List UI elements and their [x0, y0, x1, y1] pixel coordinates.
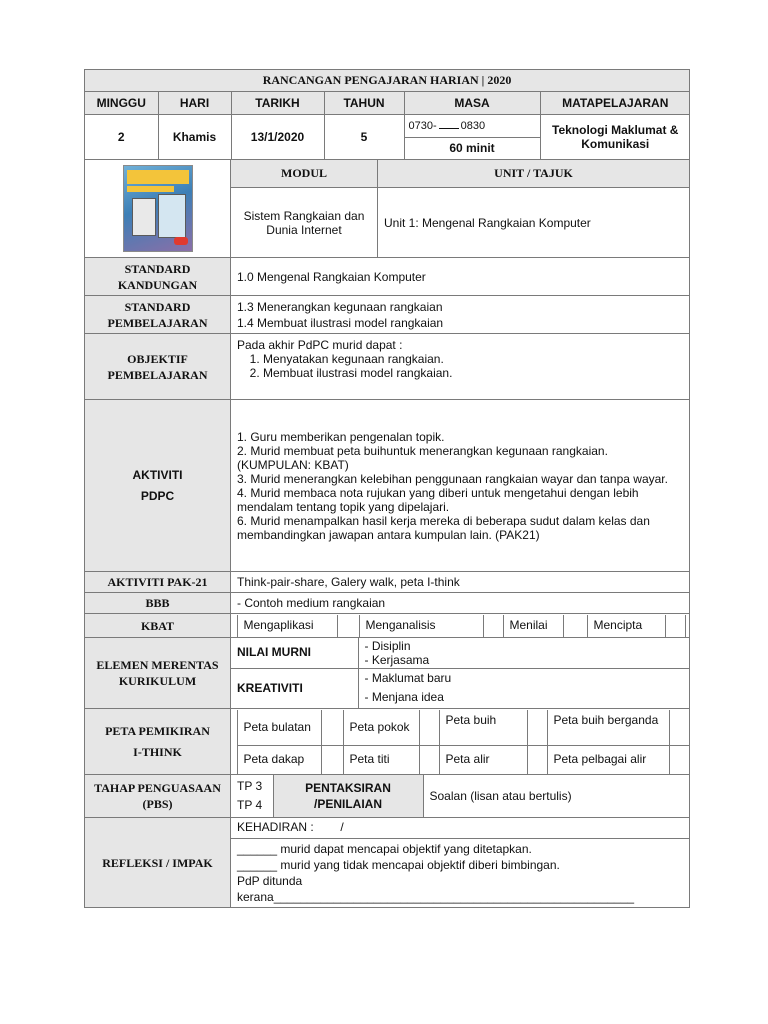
bbb-label: BBB — [85, 593, 231, 614]
masa-time-cell — [404, 115, 540, 137]
masa-end: 0830 — [460, 119, 486, 132]
aktiviti-label — [85, 400, 231, 572]
objektif-intro: Pada akhir PdPC murid dapat : — [237, 338, 403, 352]
peta-table — [231, 710, 695, 774]
peta-label — [85, 709, 231, 775]
info-table — [85, 115, 690, 159]
refleksi-line3: PdP ditunda — [237, 874, 303, 888]
peta-checkbox[interactable] — [527, 746, 547, 774]
elemen-table — [231, 638, 689, 708]
kbat-checkbox[interactable] — [563, 615, 587, 637]
aktiviti-item: 2. Murid membuat peta buihuntuk menerangkan kegunaan rangkaian. (KUMPULAN: KBAT) — [237, 443, 608, 472]
modul-value: Sistem Rangkaian dan Dunia Internet — [231, 188, 378, 258]
refleksi-cell — [231, 818, 690, 908]
peta-checkbox[interactable] — [669, 746, 689, 774]
peta-buih: Peta buih — [439, 710, 527, 746]
refleksi-label: REFLEKSI / IMPAK — [85, 818, 231, 908]
kbat-cell — [231, 614, 690, 638]
tp-cell — [231, 775, 273, 817]
kbat-table — [231, 615, 690, 637]
kbat-item-mencipta: Mencipta — [587, 615, 665, 637]
peta-bulatan: Peta bulatan — [237, 710, 321, 746]
kbat-checkbox[interactable] — [483, 615, 503, 637]
unit-header: UNIT / TAJUK — [378, 160, 690, 188]
aktiviti-label-line2: PDPC — [140, 488, 175, 503]
refleksi-line2: ______ murid yang tidak mencapai objektif diberi bimbingan. — [237, 858, 560, 872]
peta-checkbox[interactable] — [321, 746, 343, 774]
peta-titi: Peta titi — [343, 746, 419, 774]
refleksi-line4: kerana______________________________________________________ — [237, 890, 635, 904]
duration-value: 60 minit — [404, 137, 540, 159]
kreativiti-item: - Maklumat baru — [364, 671, 452, 686]
peta-checkbox[interactable] — [321, 710, 343, 746]
header-hari: HARI — [158, 92, 231, 114]
pak21-value: Think-pair-share, Galery walk, peta I-think — [231, 572, 690, 593]
pentaksiran-label: PENTAKSIRAN /PENILAIAN — [273, 775, 423, 817]
book-cell — [85, 160, 231, 258]
tahun-value: 5 — [324, 115, 404, 159]
aktiviti-cell — [231, 400, 690, 572]
standard-kandungan-label: STANDARD KANDUNGAN — [85, 258, 231, 296]
kbat-item-mengaplikasi: Mengaplikasi — [237, 615, 337, 637]
nilai-murni-label: NILAI MURNI — [231, 638, 358, 668]
aktiviti-item: 6. Murid menampalkan hasil kerja mereka di beberapa sudut dalam kelas dan membandingkan jawapan antara kumpulan lain. (PAK21) — [237, 513, 650, 542]
masa-separator — [439, 128, 459, 129]
peta-label-line1: PETA PEMIKIRAN — [105, 723, 210, 738]
peta-label-line2: I-THINK — [133, 744, 182, 759]
header-tarikh: TARIKH — [231, 92, 324, 114]
standard-pembelajaran-line2: 1.4 Membuat ilustrasi model rangkaian — [237, 315, 444, 330]
page-title: RANCANGAN PENGAJARAN HARIAN | 2020 — [85, 70, 690, 92]
hari-value: Khamis — [158, 115, 231, 159]
tahap-table — [231, 775, 689, 817]
header-minggu: MINGGU — [85, 92, 158, 114]
tp4: TP 4 — [237, 798, 263, 812]
standard-pembelajaran-cell — [231, 296, 690, 334]
objektif-cell — [231, 334, 690, 400]
standard-kandungan-value: 1.0 Mengenal Rangkaian Komputer — [231, 258, 690, 296]
refleksi-notes — [231, 839, 689, 907]
aktiviti-item: 4. Murid membaca nota rujukan yang diberi untuk mengetahui dengan lebih mendalam tentang topik yang dipelajari. — [237, 485, 639, 514]
aktiviti-item: 3. Murid menerangkan kelebihan penggunaan rangkaian wayar dan tanpa wayar. — [237, 471, 668, 486]
peta-checkbox[interactable] — [419, 710, 439, 746]
kehadiran: KEHADIRAN : / — [231, 818, 689, 839]
objektif-item: 1. Menyatakan kegunaan rangkaian. — [263, 352, 683, 366]
header-table — [85, 92, 690, 114]
bbb-value: - Contoh medium rangkaian — [231, 593, 690, 614]
peta-cell — [231, 709, 690, 775]
standard-pembelajaran-line1: 1.3 Menerangkan kegunaan rangkaian — [237, 299, 443, 314]
aktiviti-label-line1: AKTIVITI — [132, 467, 183, 482]
aktiviti-item: 1. Guru memberikan pengenalan topik. — [237, 429, 445, 444]
nilai-item: - Kerjasama — [364, 652, 430, 667]
kreativiti-item: - Menjana idea — [364, 690, 444, 705]
refleksi-line1: ______ murid dapat mencapai objektif yang ditetapkan. — [237, 842, 532, 856]
peta-alir: Peta alir — [439, 746, 527, 774]
objektif-label: OBJEKTIF PEMBELAJARAN — [85, 334, 231, 400]
header-tahun: TAHUN — [324, 92, 404, 114]
nilai-murni-values — [358, 638, 689, 668]
lesson-plan-table — [84, 69, 690, 908]
kreativiti-label: KREATIVITI — [231, 668, 358, 708]
nilai-item: - Disiplin — [364, 638, 411, 653]
tarikh-value: 13/1/2020 — [231, 115, 324, 159]
soalan-value: Soalan (lisan atau bertulis) — [429, 788, 572, 803]
peta-dakap: Peta dakap — [237, 746, 321, 774]
matapelajaran-value: Teknologi Maklumat & Komunikasi — [540, 115, 690, 159]
kbat-checkbox[interactable] — [665, 615, 685, 637]
minggu-value: 2 — [85, 115, 158, 159]
kbat-label: KBAT — [85, 614, 231, 638]
unit-value: Unit 1: Mengenal Rangkaian Komputer — [378, 188, 690, 258]
modul-header: MODUL — [231, 160, 378, 188]
kbat-item-menganalisis: Menganalisis — [359, 615, 483, 637]
peta-pokok: Peta pokok — [343, 710, 419, 746]
header-matapelajaran: MATAPELAJARAN — [540, 92, 690, 114]
objektif-item: 2. Membuat ilustrasi model rangkaian. — [263, 366, 683, 380]
peta-checkbox[interactable] — [527, 710, 547, 746]
standard-pembelajaran-label: STANDARD PEMBELAJARAN — [85, 296, 231, 334]
kbat-item-menilai: Menilai — [503, 615, 563, 637]
peta-checkbox[interactable] — [419, 746, 439, 774]
masa-start: 0730- — [408, 119, 437, 132]
textbook-cover-image — [123, 165, 193, 252]
peta-checkbox[interactable] — [669, 710, 689, 746]
elemen-label: ELEMEN MERENTAS KURIKULUM — [85, 638, 231, 709]
kreativiti-values — [358, 668, 689, 708]
tp3: TP 3 — [237, 779, 263, 793]
tahap-label: TAHAP PENGUASAAN (PBS) — [85, 775, 231, 818]
header-masa: MASA — [404, 92, 540, 114]
lesson-plan-sheet — [84, 69, 689, 908]
tahap-cell — [231, 775, 690, 818]
elemen-cell — [231, 638, 690, 709]
objektif-list — [237, 352, 683, 380]
kbat-checkbox[interactable] — [337, 615, 359, 637]
peta-pelbagai-alir: Peta pelbagai alir — [547, 746, 669, 774]
peta-buih-berganda: Peta buih berganda — [547, 710, 669, 746]
pak21-label: AKTIVITI PAK-21 — [85, 572, 231, 593]
